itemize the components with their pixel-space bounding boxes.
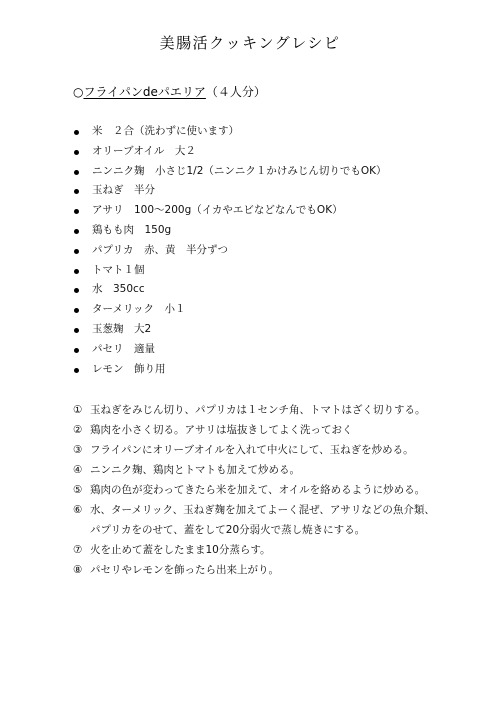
step-text: フライパンにオリーブオイルを入れて中火にして、玉ねぎを炒める。 xyxy=(90,444,414,456)
ingredient-text: ターメリック 小１ xyxy=(92,303,186,316)
ingredient-text: 鶏もも肉 150g xyxy=(92,223,172,236)
ingredient-text: 米 ２合（洗わずに使います） xyxy=(92,125,239,137)
step-item xyxy=(73,480,473,500)
bullet-icon xyxy=(74,288,79,293)
ingredient-item xyxy=(73,280,387,300)
ingredient-item xyxy=(73,221,387,241)
bullet-icon xyxy=(74,348,79,353)
step-list xyxy=(73,400,473,580)
ingredient-text: アサリ 100〜200g（イカやエビなどなんでもOK） xyxy=(92,204,343,217)
step-item xyxy=(73,560,473,580)
ingredient-text: トマト１個 xyxy=(92,263,145,276)
step-text: 水、ターメリック、玉ねぎ麹を加えてよーく混ぜ、アサリなどの魚介類、 xyxy=(90,504,435,516)
ingredient-text: ニンニク麹 小さじ1/2（ニンニク１かけみじん切りでもOK） xyxy=(92,164,387,177)
step-number: ⑦ xyxy=(73,544,83,556)
step-text: 玉ねぎをみじん切り、パプリカは１センチ角、トマトはざく切りする。 xyxy=(90,404,426,416)
ingredient-item xyxy=(73,360,387,380)
ingredient-text: オリーブオイル 大２ xyxy=(92,144,196,157)
step-text-continuation: パプリカをのせて、蓋をして20分弱火で蒸し焼きにする。 xyxy=(90,524,366,536)
step-item xyxy=(73,540,473,560)
bullet-icon xyxy=(74,150,79,155)
step-number: ④ xyxy=(73,464,83,476)
ingredient-item xyxy=(73,261,387,281)
ingredient-item xyxy=(73,241,387,261)
recipe-name: フライパンdeパエリア xyxy=(83,85,206,99)
step-item xyxy=(73,500,473,540)
page-title: 美腸活クッキングレシピ xyxy=(159,34,341,52)
step-number: ⑥ xyxy=(73,504,83,516)
ingredient-item xyxy=(73,162,387,182)
bullet-icon xyxy=(74,368,79,373)
ingredient-item xyxy=(73,300,387,320)
heading-marker: ○ xyxy=(73,85,84,99)
step-item xyxy=(73,400,473,420)
bullet-icon xyxy=(74,189,79,194)
step-number: ⑧ xyxy=(73,564,83,576)
step-item xyxy=(73,460,473,480)
step-item xyxy=(73,440,473,460)
ingredient-list xyxy=(73,122,387,379)
bullet-icon xyxy=(74,308,79,313)
step-number: ① xyxy=(73,404,83,416)
ingredient-item xyxy=(73,142,387,162)
bullet-icon xyxy=(74,130,79,135)
ingredient-item xyxy=(73,340,387,360)
ingredient-text: パプリカ 赤、黄 半分ずつ xyxy=(92,243,228,256)
ingredient-item xyxy=(73,181,387,201)
bullet-icon xyxy=(74,209,79,214)
ingredient-text: レモン 飾り用 xyxy=(92,362,166,375)
ingredient-text: 玉葱麹 大2 xyxy=(92,322,152,335)
step-text: 火を止めて蓋をしたまま10分蒸らす。 xyxy=(90,544,271,556)
ingredient-item xyxy=(73,320,387,340)
ingredient-text: 玉ねぎ 半分 xyxy=(92,184,155,197)
bullet-icon xyxy=(74,269,79,274)
step-number: ③ xyxy=(73,444,83,456)
recipe-heading xyxy=(73,83,266,100)
ingredient-text: 水 350cc xyxy=(92,283,145,296)
bullet-icon xyxy=(74,229,79,234)
step-text: パセリやレモンを飾ったら出来上がり。 xyxy=(90,564,279,576)
step-text: ニンニク麹、鶏肉とトマトも加えて炒める。 xyxy=(90,464,300,476)
ingredient-text: パセリ 適量 xyxy=(92,342,155,355)
recipe-servings: （４人分） xyxy=(205,85,266,99)
ingredient-item xyxy=(73,201,387,221)
step-number: ② xyxy=(73,424,83,436)
step-text: 鶏肉の色が変わってきたら米を加えて、オイルを絡めるように炒める。 xyxy=(90,484,426,496)
ingredient-item xyxy=(73,122,387,142)
bullet-icon xyxy=(74,249,79,254)
step-number: ⑤ xyxy=(73,484,83,496)
step-item xyxy=(73,420,473,440)
step-text: 鶏肉を小さく切る。アサリは塩抜きしてよく洗っておく xyxy=(90,424,353,436)
bullet-icon xyxy=(74,170,79,175)
bullet-icon xyxy=(74,328,79,333)
